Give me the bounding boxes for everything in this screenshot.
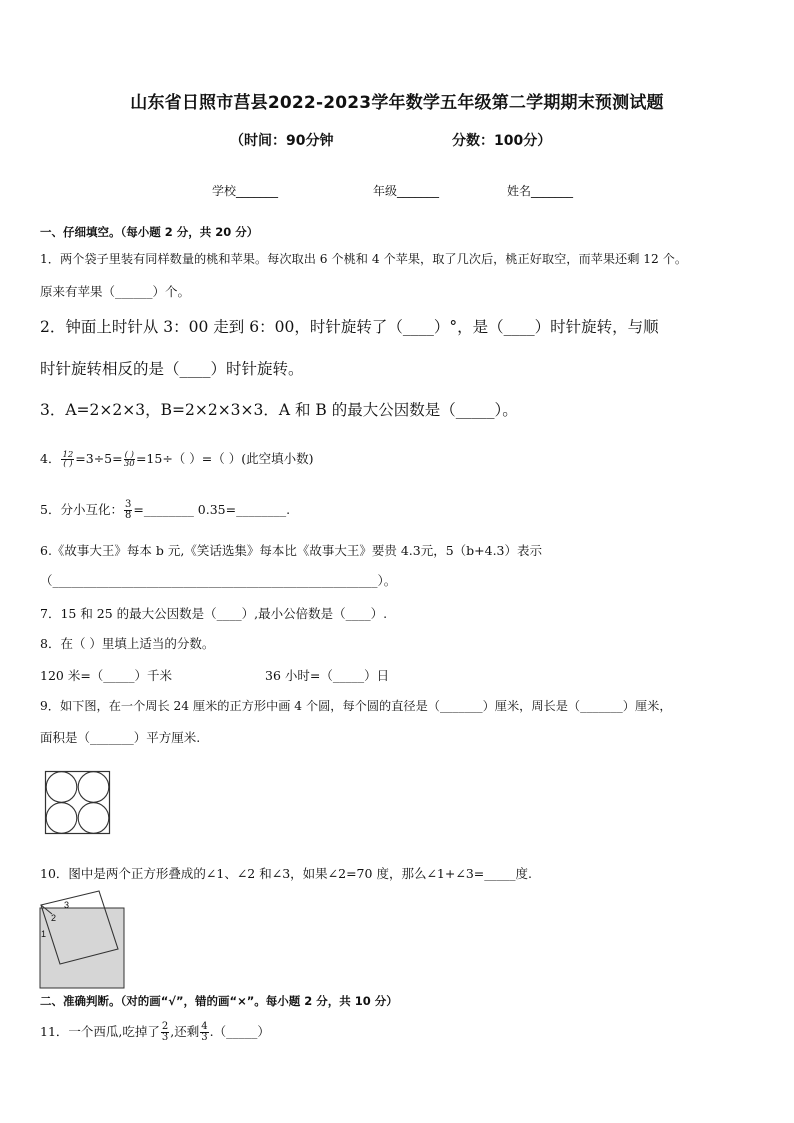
question-2-line-2: 时针旋转相反的是（____）时针旋转。 [40,360,304,378]
fraction-numerator: ( ) [124,449,134,460]
question-11 [40,1022,270,1043]
question-4-middle: =3÷5= [75,451,123,466]
fraction-denominator: 3 [201,1032,208,1043]
question-5-fraction [124,500,132,521]
question-11-fraction-2 [200,1022,208,1043]
section-2-heading: 二、准确判断。（对的画“√”，错的画“×”。每小题 2 分，共 10 分） [40,994,398,1008]
question-8-item-a: 120 米=（_____）千米 [40,668,173,683]
question-1-line-2: 原来有苹果（______）个。 [40,284,191,299]
question-6-line-1: 6.《故事大王》每本 b 元,《笑话选集》每本比《故事大王》要贵 4.3元，5（b+4.3）表示 [40,543,543,558]
question-2-line-1: 2．钟面上时针从 3：00 走到 6：00，时针旋转了（____）°，是（____）时针旋转，与顺 [40,318,659,336]
square-outline [46,772,110,834]
fraction-denominator: ( ) [63,459,73,469]
question-5-suffix: =________ 0.35=________. [133,502,291,517]
question-8-line-1: 8．在（ ）里填上适当的分数。 [40,636,215,651]
question-4-suffix: =15÷（ ）=（ ）(此空填小数) [135,451,314,466]
fraction-numerator: 3 [124,499,132,510]
section-1-heading: 一、仔细填空。（每小题 2 分，共 20 分） [40,225,259,239]
question-9-line-2: 面积是（_______）平方厘米. [40,730,201,745]
fraction-denominator: 8 [124,510,132,521]
question-11-suffix: .（_____） [209,1024,270,1039]
question-11-fraction-1 [161,1022,169,1043]
fraction-numerator: 4 [201,1021,208,1032]
question-5 [40,500,290,521]
question-7: 7．15 和 25 的最大公因数是（____）,最小公倍数是（____）. [40,606,388,621]
question-1-line-1: 1．两个袋子里装有同样数量的桃和苹果。每次取出 6 个桃和 4 个苹果，取了几次后，桃正好取空，而苹果还剩 12 个。 [40,252,688,266]
fraction-numerator: 2 [161,1021,169,1032]
four-circles-figure [44,770,112,836]
exam-time: （时间：90分钟 [230,133,334,149]
school-field: 学校_______ [212,184,279,198]
question-4-prefix: 4． [40,451,61,466]
fraction-numerator: 12 [62,449,74,460]
exam-score: 分数：100分） [452,133,552,149]
question-6-line-2: （____________________________________________________）。 [40,573,397,588]
overlapping-squares-figure [38,887,128,991]
grade-field: 年级_______ [373,184,440,198]
question-4-fraction-2 [124,451,135,469]
question-4 [40,449,313,469]
question-10: 10．图中是两个正方形叠成的∠1、∠2 和∠3，如果∠2=70 度，那么∠1+∠3=_____度. [40,866,532,881]
question-3: 3．A=2×2×3，B=2×2×3×3．A 和 B 的最大公因数是（_____）。 [40,401,518,419]
question-4-fraction-1 [61,451,74,469]
fraction-denominator: 30 [123,459,135,469]
page-title: 山东省日照市莒县2022-2023学年数学五年级第二学期期末预测试题 [130,93,664,113]
name-field: 姓名_______ [507,184,574,198]
question-9-line-1: 9．如下图，在一个周长 24 厘米的正方形中画 4 个圆，每个圆的直径是（_______）厘米，周长是（_______）厘米， [40,699,672,713]
question-11-middle: ,还剩 [170,1024,200,1039]
question-11-prefix: 11．一个西瓜,吃掉了 [40,1024,160,1039]
angle-3-label: 3 [64,900,70,910]
question-8-item-b: 36 小时=（_____）日 [265,668,390,683]
question-5-prefix: 5．分小互化： [40,502,123,517]
angle-1-label: 1 [41,929,47,939]
fraction-denominator: 3 [161,1032,169,1043]
angle-2-label: 2 [51,913,57,923]
